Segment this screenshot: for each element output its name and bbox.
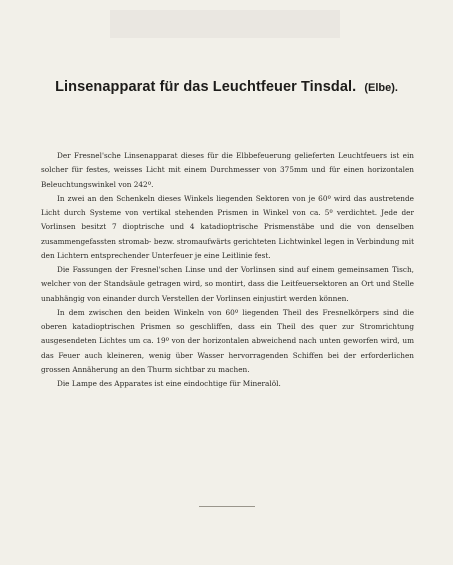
paragraph: In zwei an den Schenkeln dieses Winkels liegenden Sektoren von je 60º wird das austretende Licht durch Systeme von vertikal stehenden Prismen in Winkel von ca. 5º verdichtet. Jede der Vorlinsen besitzt 7 dioptrische und 4 katadioptrische Prismenstäbe und die von denselben zusammengefassten stromab- bezw. stromaufwärts gerichteten Lichtwinkel legen in Verbindung mit den Lichtern entsprechender Unterfeuer je eine Leitlinie fest. xyxy=(41,193,414,260)
paragraph: Die Lampe des Apparates ist eine eindochtige für Mineralöl. xyxy=(57,379,281,388)
document-title-suffix: (Elbe). xyxy=(364,82,398,94)
document-title: Linsenapparat für das Leuchtfeuer Tinsdal. xyxy=(55,79,357,95)
paragraph: In dem zwischen den beiden Winkeln von 60º liegenden Theil des Fresnelkörpers sind die oberen katadioptrischen Prismen so geschliffen, dass ein Theil des quer zur Stromrichtung ausgesendeten Lichtes um ca. 19º von der horizontalen abweichend nach unten geworfen wird, um das Feuer auch kleineren, wenig über Wasser hervorragenden Schiffen bei der erforderlichen grossen Annäherung an den Thurm sichtbar zu machen. xyxy=(41,307,414,374)
document-body xyxy=(41,149,414,391)
paragraph: Die Fassungen der Fresnel'schen Linse und der Vorlinsen sind auf einem gemeinsamen Tisch, welcher von der Standsäule getragen wird, so montirt, dass die Leitfeuersektoren an Ort und Stelle unabhängig von einander durch Verstellen der Vorlinsen einjustirt werden können. xyxy=(41,265,414,303)
bleed-through-shadow xyxy=(110,10,340,38)
paragraph: Der Fresnel'sche Linsenapparat dieses für die Elbbefeuerung gelieferten Leuchtfeuers ist ein solcher für festes, weisses Licht mit einem Durchmesser von 375mm und für einen horizontalen Beleuchtungswinkel von 242º. xyxy=(41,151,414,189)
title-row xyxy=(0,76,453,95)
divider-rule xyxy=(199,506,255,507)
